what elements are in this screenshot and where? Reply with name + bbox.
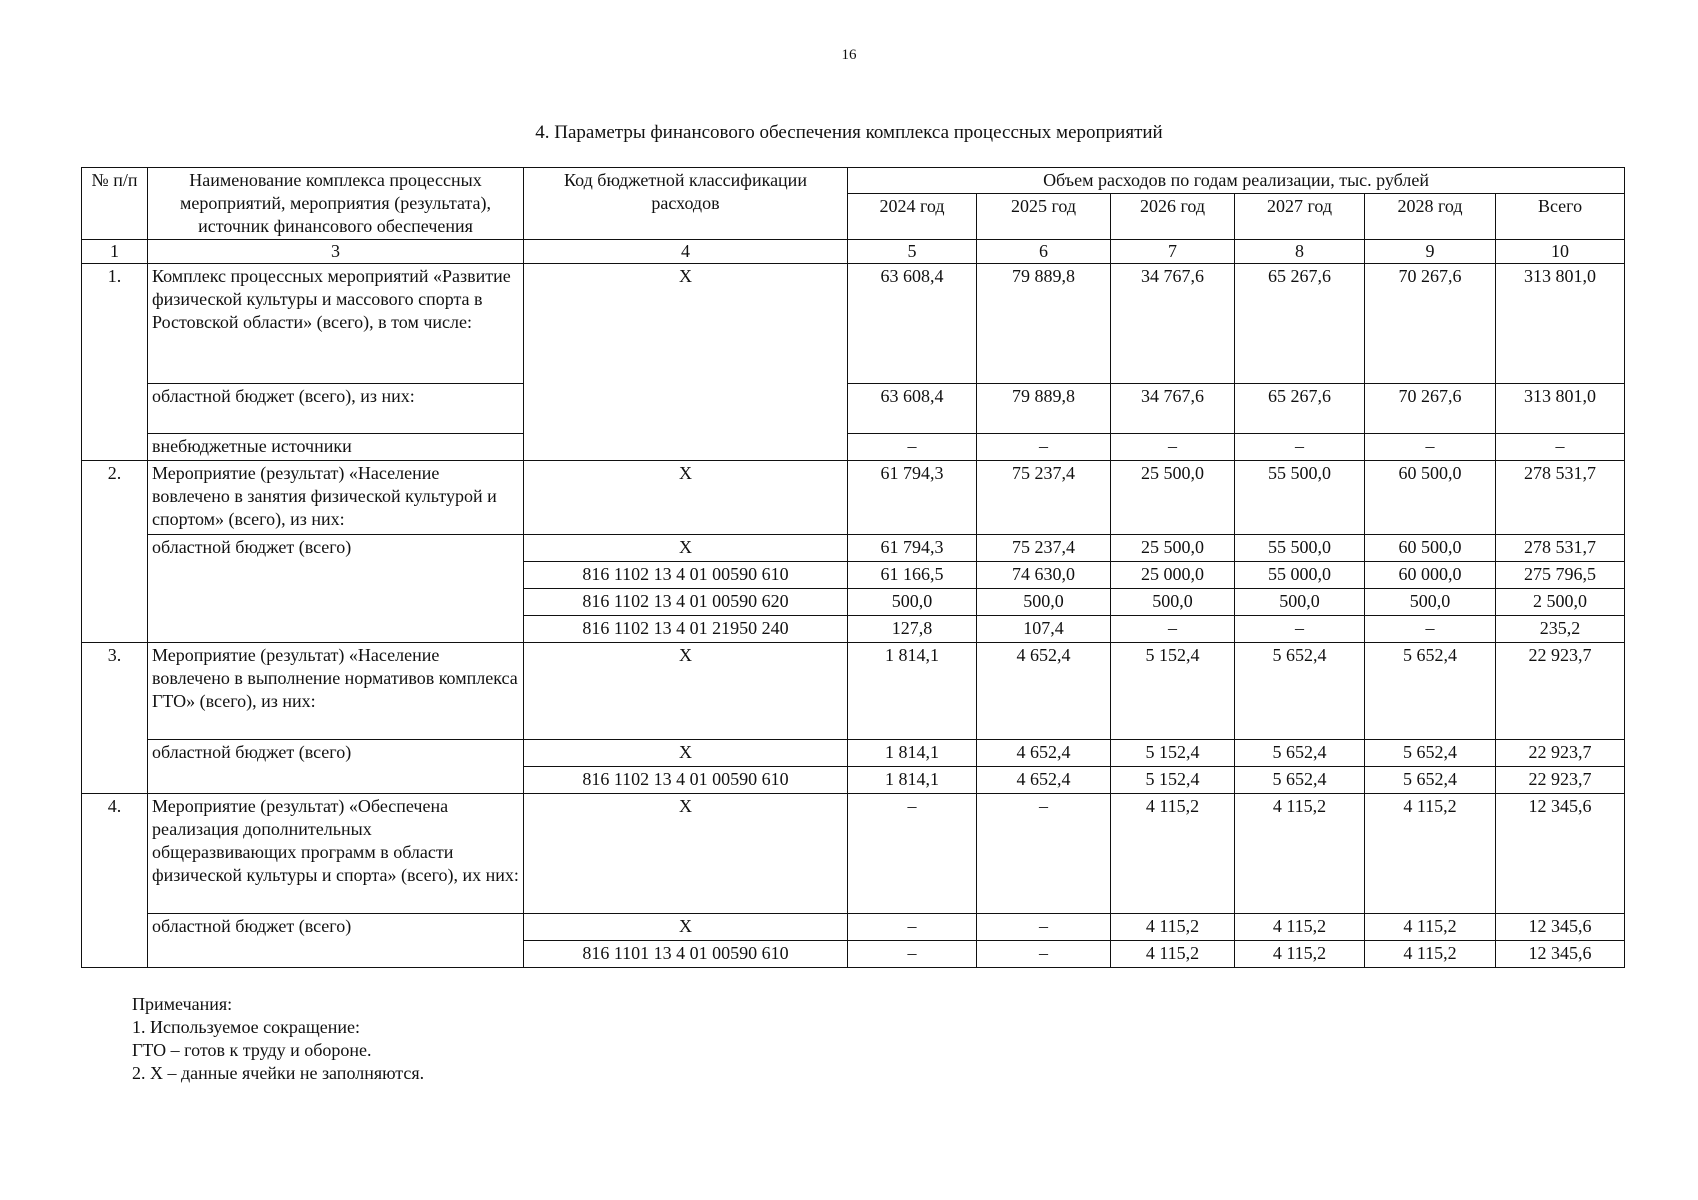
header-row (82, 168, 1625, 194)
value-cell: – (1111, 434, 1235, 461)
value-cell: 79 889,8 (977, 264, 1111, 384)
value-cell: 5 652,4 (1365, 643, 1496, 740)
header-year: 2026 год (1111, 194, 1235, 240)
value-cell: 4 115,2 (1111, 941, 1235, 968)
value-cell: 55 500,0 (1235, 535, 1365, 562)
column-number: 4 (524, 240, 848, 264)
header-year: 2024 год (848, 194, 977, 240)
column-number: 10 (1496, 240, 1625, 264)
value-cell: 70 267,6 (1365, 264, 1496, 384)
total-cell: 12 345,6 (1496, 914, 1625, 941)
value-cell: 34 767,6 (1111, 264, 1235, 384)
value-cell: 500,0 (848, 589, 977, 616)
value-cell: – (1365, 434, 1496, 461)
total-cell: 235,2 (1496, 616, 1625, 643)
value-cell: 1 814,1 (848, 643, 977, 740)
row-code: X (524, 643, 848, 740)
row-code: X (524, 794, 848, 914)
value-cell: – (977, 794, 1111, 914)
row-name: областной бюджет (всего) (148, 535, 524, 643)
column-number: 9 (1365, 240, 1496, 264)
value-cell: 5 652,4 (1365, 740, 1496, 767)
total-cell: 278 531,7 (1496, 535, 1625, 562)
value-cell: 5 652,4 (1235, 767, 1365, 794)
header-code: Код бюджетной классификации расходов (524, 168, 848, 240)
table-row (82, 461, 1625, 535)
value-cell: 25 000,0 (1111, 562, 1235, 589)
value-cell: 4 652,4 (977, 767, 1111, 794)
value-cell: 55 500,0 (1235, 461, 1365, 535)
value-cell: 4 652,4 (977, 740, 1111, 767)
value-cell: 5 152,4 (1111, 767, 1235, 794)
table-row (82, 914, 1625, 941)
header-total: Всего (1496, 194, 1625, 240)
header-name: Наименование комплекса процессных мероприятий, мероприятия (результата), источник финансового обеспечения (148, 168, 524, 240)
value-cell: 4 115,2 (1235, 794, 1365, 914)
value-cell: – (977, 914, 1111, 941)
table-title: 4. Параметры финансового обеспечения комплекса процессных мероприятий (535, 122, 1163, 143)
value-cell: 4 115,2 (1365, 914, 1496, 941)
table-row (82, 434, 1625, 461)
value-cell: 4 652,4 (977, 643, 1111, 740)
row-name: внебюджетные источники (148, 434, 524, 461)
row-name: Мероприятие (результат) «Население вовлечено в занятия физической культурой и спортом» (всего), из них: (148, 461, 524, 535)
note-line: 2. X – данные ячейки не заполняются. (132, 1063, 425, 1083)
row-name: Мероприятие (результат) «Население вовлечено в выполнение нормативов комплекса ГТО» (всего), из них: (148, 643, 524, 740)
total-cell: 22 923,7 (1496, 643, 1625, 740)
value-cell: 25 500,0 (1111, 535, 1235, 562)
column-numbers-row (82, 240, 1625, 264)
row-code: 816 1102 13 4 01 00590 620 (524, 589, 848, 616)
value-cell: 61 166,5 (848, 562, 977, 589)
column-number: 1 (82, 240, 148, 264)
total-cell: 2 500,0 (1496, 589, 1625, 616)
row-code: 816 1102 13 4 01 00590 610 (524, 562, 848, 589)
value-cell: 79 889,8 (977, 384, 1111, 434)
value-cell: 5 652,4 (1235, 740, 1365, 767)
row-name: областной бюджет (всего) (148, 740, 524, 794)
value-cell: 61 794,3 (848, 461, 977, 535)
value-cell: 70 267,6 (1365, 384, 1496, 434)
value-cell: 500,0 (1235, 589, 1365, 616)
value-cell: 60 500,0 (1365, 461, 1496, 535)
value-cell: 5 152,4 (1111, 643, 1235, 740)
row-code: 816 1102 13 4 01 21950 240 (524, 616, 848, 643)
value-cell: – (977, 434, 1111, 461)
column-number: 7 (1111, 240, 1235, 264)
value-cell: 75 237,4 (977, 535, 1111, 562)
header-year: 2025 год (977, 194, 1111, 240)
column-number: 5 (848, 240, 977, 264)
row-num: 4. (82, 794, 148, 968)
value-cell: – (848, 941, 977, 968)
row-code: X (524, 914, 848, 941)
row-num: 1. (82, 264, 148, 461)
value-cell: 5 652,4 (1365, 767, 1496, 794)
total-cell: 22 923,7 (1496, 767, 1625, 794)
value-cell: 60 000,0 (1365, 562, 1496, 589)
value-cell: – (848, 794, 977, 914)
column-number: 8 (1235, 240, 1365, 264)
value-cell: 75 237,4 (977, 461, 1111, 535)
table-row (82, 794, 1625, 914)
value-cell: 500,0 (1111, 589, 1235, 616)
row-code: X (524, 740, 848, 767)
value-cell: – (977, 941, 1111, 968)
value-cell: 4 115,2 (1111, 794, 1235, 914)
row-name: Мероприятие (результат) «Обеспечена реализация дополнительных общеразвивающих программ в области физической культуры и спорта» (всего), их них: (148, 794, 524, 914)
total-cell: – (1496, 434, 1625, 461)
table-row (82, 740, 1625, 767)
total-cell: 22 923,7 (1496, 740, 1625, 767)
value-cell: – (848, 914, 977, 941)
value-cell: 55 000,0 (1235, 562, 1365, 589)
total-cell: 12 345,6 (1496, 941, 1625, 968)
value-cell: 4 115,2 (1111, 914, 1235, 941)
value-cell: 107,4 (977, 616, 1111, 643)
value-cell: 63 608,4 (848, 384, 977, 434)
table-row (82, 535, 1625, 562)
value-cell: 4 115,2 (1365, 941, 1496, 968)
value-cell: 61 794,3 (848, 535, 977, 562)
value-cell: – (848, 434, 977, 461)
row-name: Комплекс процессных мероприятий «Развитие физической культуры и массового спорта в Ростовской области» (всего), в том числе: (148, 264, 524, 384)
value-cell: 4 115,2 (1365, 794, 1496, 914)
total-cell: 313 801,0 (1496, 384, 1625, 434)
value-cell: 5 652,4 (1235, 643, 1365, 740)
value-cell: 74 630,0 (977, 562, 1111, 589)
row-name: областной бюджет (всего), из них: (148, 384, 524, 434)
total-cell: 278 531,7 (1496, 461, 1625, 535)
table-row (82, 384, 1625, 434)
value-cell: – (1111, 616, 1235, 643)
total-cell: 12 345,6 (1496, 794, 1625, 914)
row-name: областной бюджет (всего) (148, 914, 524, 968)
value-cell: 63 608,4 (848, 264, 977, 384)
value-cell: 65 267,6 (1235, 384, 1365, 434)
value-cell: 1 814,1 (848, 767, 977, 794)
value-cell: 500,0 (1365, 589, 1496, 616)
header-year: 2028 год (1365, 194, 1496, 240)
value-cell: 4 115,2 (1235, 914, 1365, 941)
note-line: 1. Используемое сокращение: (132, 1017, 360, 1037)
table-row (82, 643, 1625, 740)
value-cell: 4 115,2 (1235, 941, 1365, 968)
value-cell: 127,8 (848, 616, 977, 643)
header-num: № п/п (82, 168, 148, 240)
header-year: 2027 год (1235, 194, 1365, 240)
notes-heading: Примечания: (132, 994, 233, 1014)
value-cell: – (1235, 434, 1365, 461)
financing-table (81, 167, 1625, 968)
value-cell: 1 814,1 (848, 740, 977, 767)
value-cell: 500,0 (977, 589, 1111, 616)
header-volume: Объем расходов по годам реализации, тыс. рублей (848, 168, 1625, 194)
value-cell: 65 267,6 (1235, 264, 1365, 384)
row-code: X (524, 461, 848, 535)
column-number: 6 (977, 240, 1111, 264)
row-num: 3. (82, 643, 148, 794)
row-code: X (524, 264, 848, 461)
row-code: X (524, 535, 848, 562)
value-cell: 34 767,6 (1111, 384, 1235, 434)
row-code: 816 1101 13 4 01 00590 610 (524, 941, 848, 968)
row-code: 816 1102 13 4 01 00590 610 (524, 767, 848, 794)
value-cell: 25 500,0 (1111, 461, 1235, 535)
total-cell: 275 796,5 (1496, 562, 1625, 589)
column-number: 3 (148, 240, 524, 264)
page-number: 16 (841, 47, 857, 63)
value-cell: – (1365, 616, 1496, 643)
value-cell: 5 152,4 (1111, 740, 1235, 767)
note-line: ГТО – готов к труду и обороне. (132, 1040, 372, 1060)
row-num: 2. (82, 461, 148, 643)
notes (132, 993, 424, 1085)
total-cell: 313 801,0 (1496, 264, 1625, 384)
value-cell: – (1235, 616, 1365, 643)
value-cell: 60 500,0 (1365, 535, 1496, 562)
table-row (82, 264, 1625, 384)
